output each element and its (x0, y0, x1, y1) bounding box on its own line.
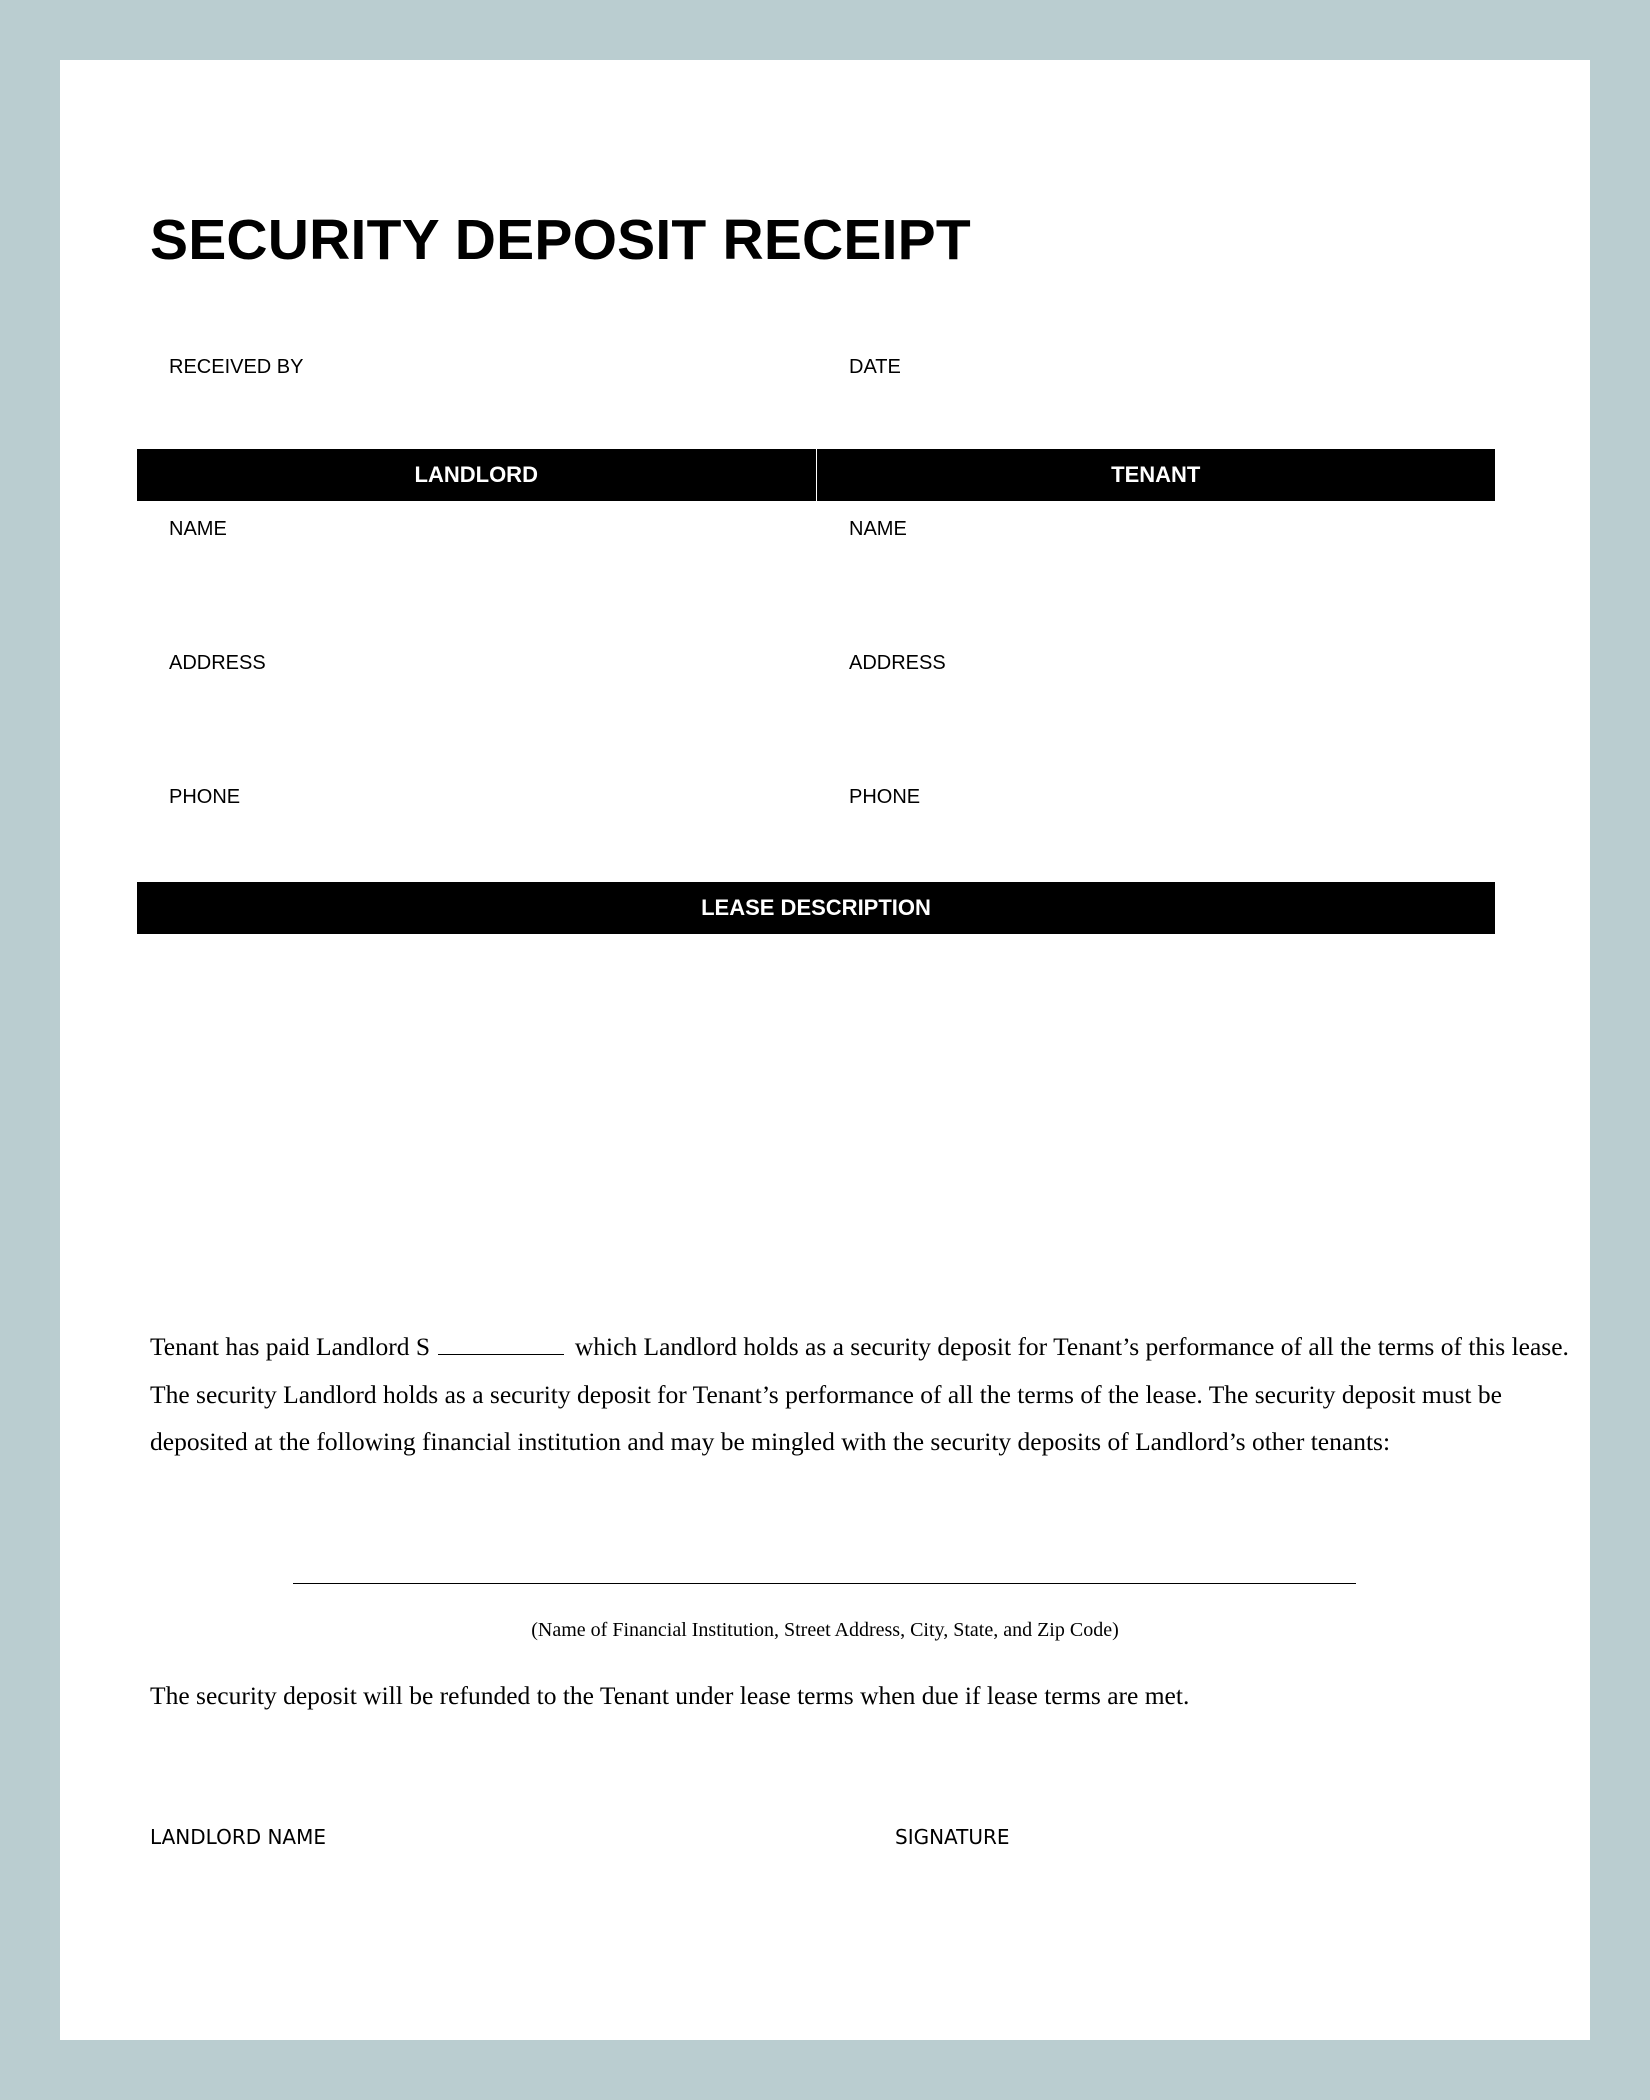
tenant-phone-label: PHONE (849, 786, 921, 808)
deposit-paragraph-start: Tenant has paid Landlord S (150, 1332, 431, 1361)
tenant-name-label: NAME (849, 518, 907, 540)
deposit-paragraph-rest: which Landlord holds as a security deposit for Tenant’s performance of all the terms of this lease. The security Landlord holds as a security deposit for Tenant’s performance of all the terms of the lease. The security deposit must be deposited at the following financial institution and may be mingled with the security deposits of Landlord’s other tenants: (150, 1332, 1569, 1456)
refund-statement: The security deposit will be refunded to the Tenant under lease terms when due if lease terms are met. (150, 1681, 1190, 1710)
landlord-phone-label: PHONE (169, 786, 241, 808)
tenant-address-label: ADDRESS (849, 652, 946, 674)
signature-label: SIGNATURE (895, 1825, 1010, 1849)
institution-line (293, 1583, 1356, 1584)
landlord-heading: LANDLORD (414, 462, 538, 487)
document-title: SECURITY DEPOSIT RECEIPT (150, 208, 971, 272)
landlord-name-signature-label: LANDLORD NAME (150, 1825, 327, 1849)
deposit-paragraph (150, 1323, 1590, 1466)
parties-header-bar (137, 449, 1495, 501)
date-label: DATE (849, 356, 901, 378)
document-page (60, 60, 1590, 2040)
lease-description-heading: LEASE DESCRIPTION (701, 895, 931, 920)
landlord-name-label: NAME (169, 518, 227, 540)
institution-caption: (Name of Financial Institution, Street Address, City, State, and Zip Code) (531, 1619, 1119, 1641)
tenant-heading: TENANT (816, 449, 1496, 501)
received-by-label: RECEIVED BY (169, 356, 304, 378)
landlord-address-label: ADDRESS (169, 652, 266, 674)
lease-description-bar (137, 882, 1495, 934)
deposit-amount-blank (438, 1334, 564, 1355)
